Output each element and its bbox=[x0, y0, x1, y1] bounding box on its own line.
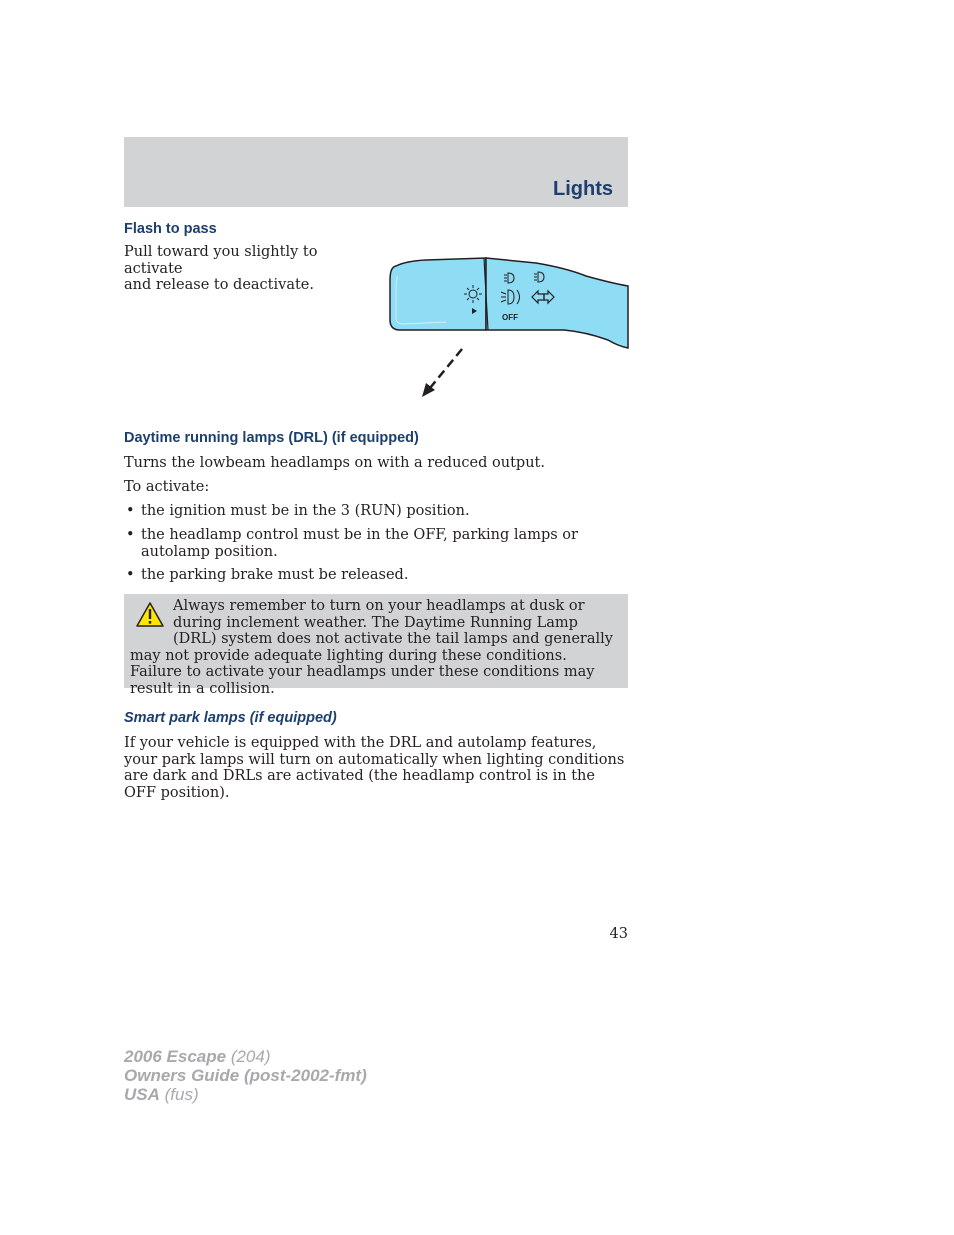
footer-line-1 bbox=[124, 1047, 367, 1066]
warning-triangle-icon bbox=[130, 598, 170, 632]
drl-intro: Turns the lowbeam headlamps on with a reduced output. bbox=[124, 455, 545, 471]
footer-guide: Owners Guide (post-2002-fmt) bbox=[124, 1066, 367, 1085]
bullet-dot: • bbox=[126, 527, 135, 543]
warning-content bbox=[130, 598, 618, 697]
flash-to-pass-body bbox=[124, 244, 374, 294]
off-label: OFF bbox=[502, 313, 518, 322]
footer-model: 2006 Escape bbox=[124, 1047, 227, 1066]
drl-bullet-item bbox=[124, 567, 628, 584]
warning-text: Always remember to turn on your headlamps at dusk or during inclement weather. The Daytime Running Lamp (DRL) system does not activate the tail lamps and generally may not provide adequate lighting during these conditions. Failure to activate your headlamps under these conditions may result in a collision. bbox=[130, 598, 613, 697]
section-title: Lights bbox=[553, 178, 613, 200]
drl-bullet-text: the headlamp control must be in the OFF, parking lamps or autolamp position. bbox=[141, 527, 578, 560]
footer-line-2 bbox=[124, 1066, 367, 1085]
flash-to-pass-line-2: and release to deactivate. bbox=[124, 277, 314, 293]
drl-bullet-text: the parking brake must be released. bbox=[141, 567, 409, 583]
flash-to-pass-heading: Flash to pass bbox=[124, 221, 217, 237]
headlamp-stalk-illustration bbox=[386, 250, 630, 402]
document-footer bbox=[124, 1047, 367, 1104]
warning-box bbox=[124, 594, 628, 697]
drl-bullet-text: the ignition must be in the 3 (RUN) position. bbox=[141, 503, 470, 519]
section-header-band bbox=[124, 137, 628, 207]
footer-market-code: (fus) bbox=[159, 1085, 199, 1104]
bullet-dot: • bbox=[126, 503, 135, 519]
footer-model-code: (204) bbox=[226, 1047, 271, 1066]
smart-park-heading: Smart park lamps (if equipped) bbox=[124, 710, 337, 726]
smart-park-body: If your vehicle is equipped with the DRL and autolamp features, your park lamps will turn on automatically when lighting conditions are dark and DRLs are activated (the headlamp control is in the OFF position). bbox=[124, 735, 625, 801]
drl-bullet-item bbox=[124, 503, 628, 520]
flash-to-pass-line-1: Pull toward you slightly to activate bbox=[124, 244, 318, 277]
footer-market: USA bbox=[124, 1085, 160, 1104]
drl-bullet-item bbox=[124, 527, 628, 560]
footer-line-3 bbox=[124, 1085, 367, 1104]
drl-heading: Daytime running lamps (DRL) (if equipped) bbox=[124, 430, 419, 446]
drl-to-activate: To activate: bbox=[124, 479, 210, 495]
pull-direction-arrow-icon bbox=[422, 349, 462, 397]
bullet-dot: • bbox=[126, 567, 135, 583]
page-number: 43 bbox=[609, 926, 628, 942]
